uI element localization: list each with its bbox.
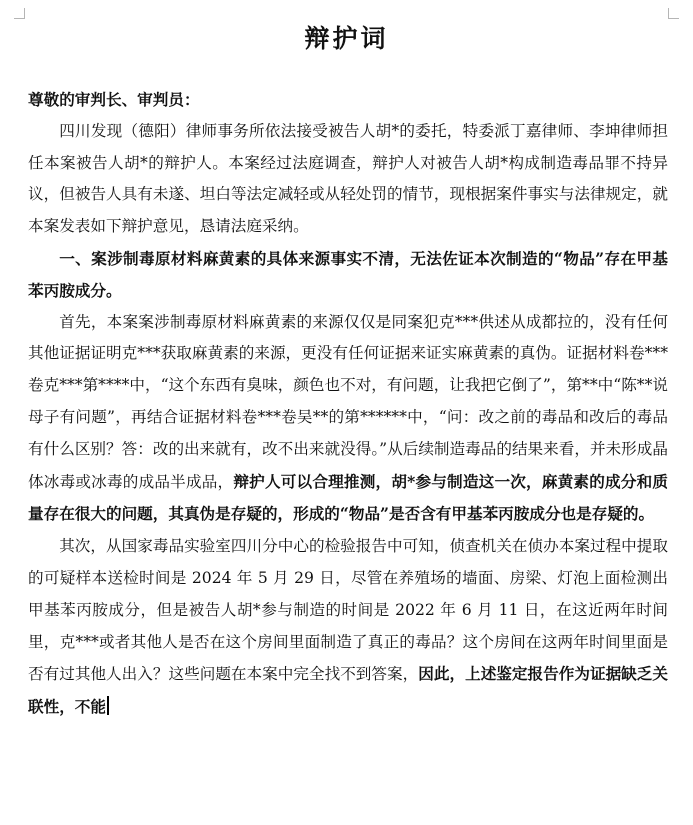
text-cursor: [107, 696, 109, 715]
document-body[interactable]: [28, 84, 668, 724]
text-run-bold: 因此，上述鉴定报告作为证据缺乏关联性，不能: [28, 664, 668, 717]
paragraph-heading-one: [28, 243, 668, 307]
text-run-bold: 辩护人可以合理推测，胡*参与制造这一次，麻黄素的成分和质量存在很大的问题，其真伪是存疑的，形成的“物品”是否含有甲基苯丙胺成分也是存疑的。: [28, 471, 668, 524]
text-run: 其次，从国家毒品实验室四川分中心的检验报告中可知，侦查机关在侦办本案过程中提取的可疑样本送检时间是 2024 年 5 月 29 日，尽管在养殖场的墙面、房梁、灯泡上面检测出甲基苯丙胺成分，但是被告人胡*参与制造的时间是 2022 年 6 月 11 日，在这近两年时间里，克***或者其他人是否在这个房间里面制造了真正的毒品？这个房间在这两年时间里面是否有过其他人出入？这些问题在本案中完全找不到答案，: [28, 537, 668, 684]
page-corner-mark-right: [668, 8, 679, 19]
text-run: 四川发现（德阳）律师事务所依法接受被告人胡*的委托，特委派丁嘉律师、李坤律师担任本案被告人胡*的辩护人。本案经过法庭调查，辩护人对被告人胡*构成制造毒品罪不持异议，但被告人具有未遂、坦白等法定减轻或从轻处罚的情节，现根据案件事实与法律规定，就本案发表如下辩护意见，恳请法庭采纳。: [28, 121, 668, 236]
text-run: 一、案涉制毒原材料麻黄素的具体来源事实不清，无法佐证本次制造的“物品”存在甲基苯丙胺成分。: [28, 248, 668, 300]
paragraph-second-argument: [28, 531, 668, 724]
text-run: 首先，本案案涉制毒原材料麻黄素的来源仅仅是同案犯克***供述从成都拉的，没有任何其他证据证明克***获取麻黄素的来源，更没有任何证据来证实麻黄素的真伪。证据材料卷***卷克***第****中，“这个东西有臭味，颜色也不对，有问题，让我把它倒了”，第**中“陈**说母子有问题”，再结合证据材料卷***卷吴**的第******中，“问：改之前的毒品和改后的毒品有什么区别？答：改的出来就有，改不出来就没得。”从后续制造毒品的结果来看，并未形成晶体冰毒或冰毒的成品半成品，: [28, 312, 668, 491]
paragraph-first-argument: [28, 307, 668, 532]
page-corner-mark-left: [14, 8, 25, 19]
paragraph-intro: [28, 116, 668, 243]
salutation: 尊敬的审判长、审判员：: [28, 90, 200, 109]
document-title: 辩护词: [304, 24, 389, 53]
